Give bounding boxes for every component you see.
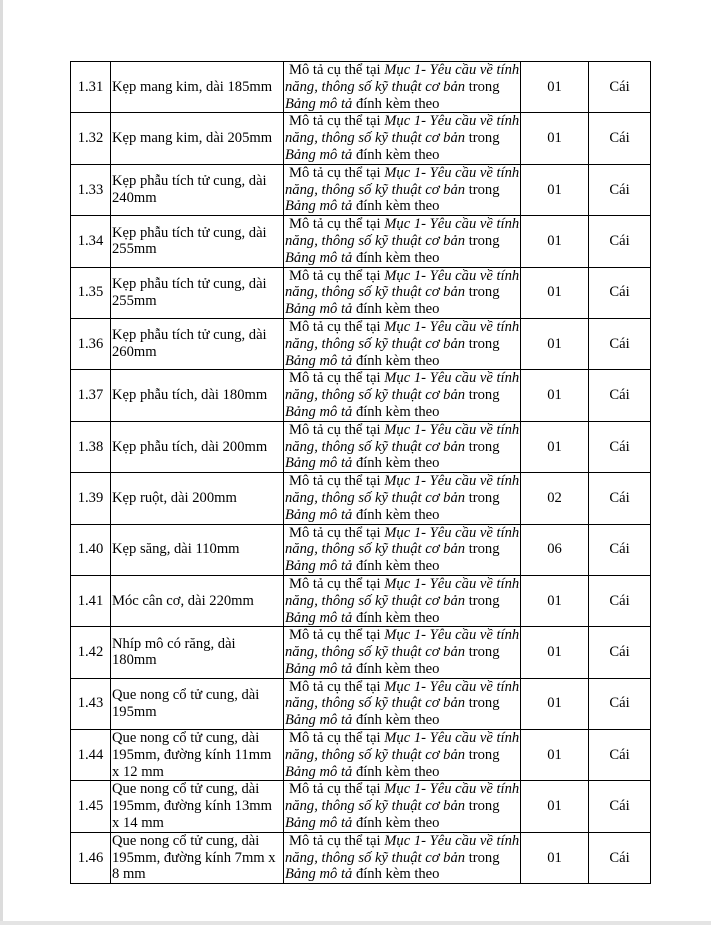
- description-spec-tail: trong: [465, 489, 500, 506]
- description-prefix: Mô tả cụ thể tại: [289, 575, 385, 592]
- item-name: Kẹp mang kim, dài 205mm: [111, 113, 284, 164]
- item-description: [284, 575, 521, 626]
- description-spec-tail: trong: [465, 746, 500, 763]
- item-unit: Cái: [589, 216, 651, 267]
- description-line-2: [285, 336, 520, 353]
- description-line-3: [285, 661, 520, 678]
- description-attached: đính kèm theo: [352, 815, 440, 832]
- description-spec: năng, thông số kỹ thuật cơ bản: [285, 849, 466, 866]
- item-number: 1.42: [71, 627, 111, 678]
- equipment-table-body: [71, 62, 651, 884]
- item-name: Kẹp phẫu tích, dài 180mm: [111, 370, 284, 421]
- description-prefix: Mô tả cụ thể tại: [289, 216, 385, 233]
- description-line-1: [285, 319, 520, 336]
- item-unit: Cái: [589, 781, 651, 832]
- description-table-ref: Bảng mô tả: [285, 506, 353, 523]
- description-line-2: [285, 644, 520, 661]
- item-unit: Cái: [589, 678, 651, 729]
- description-reference: Mục 1- Yêu cầu về tính: [384, 113, 520, 130]
- description-line-3: [285, 507, 520, 524]
- description-line-3: [285, 764, 520, 781]
- description-attached: đính kèm theo: [352, 660, 440, 677]
- description-line-1: [285, 576, 520, 593]
- equipment-table: [70, 61, 651, 884]
- description-line-2: [285, 593, 520, 610]
- description-line-2: [285, 439, 520, 456]
- description-reference: Mục 1- Yêu cầu về tính: [384, 164, 520, 181]
- item-unit: Cái: [589, 370, 651, 421]
- description-attached: đính kèm theo: [352, 403, 440, 420]
- description-prefix: Mô tả cụ thể tại: [289, 781, 385, 798]
- item-description: [284, 473, 521, 524]
- table-row: [71, 216, 651, 267]
- description-prefix: Mô tả cụ thể tại: [289, 113, 385, 130]
- item-unit: Cái: [589, 627, 651, 678]
- table-row: [71, 267, 651, 318]
- item-quantity: 01: [521, 575, 589, 626]
- description-prefix: Mô tả cụ thể tại: [289, 62, 385, 78]
- table-row: [71, 473, 651, 524]
- table-row: [71, 730, 651, 781]
- table-row: [71, 575, 651, 626]
- description-line-1: [285, 781, 520, 798]
- description-line-2: [285, 490, 520, 507]
- table-row: [71, 832, 651, 883]
- description-line-3: [285, 558, 520, 575]
- description-reference: Mục 1- Yêu cầu về tính: [384, 473, 520, 490]
- item-unit: Cái: [589, 164, 651, 215]
- item-description: [284, 216, 521, 267]
- description-prefix: Mô tả cụ thể tại: [289, 370, 385, 387]
- description-line-2: [285, 850, 520, 867]
- description-line-3: [285, 250, 520, 267]
- description-spec: năng, thông số kỹ thuật cơ bản: [285, 489, 466, 506]
- description-line-3: [285, 96, 520, 113]
- description-attached: đính kèm theo: [352, 95, 440, 112]
- item-number: 1.37: [71, 370, 111, 421]
- description-line-2: [285, 284, 520, 301]
- description-spec-tail: trong: [465, 387, 500, 404]
- description-reference: Mục 1- Yêu cầu về tính: [384, 730, 520, 747]
- description-spec: năng, thông số kỹ thuật cơ bản: [285, 695, 466, 712]
- item-unit: Cái: [589, 318, 651, 369]
- table-row: [71, 781, 651, 832]
- item-number: 1.40: [71, 524, 111, 575]
- description-line-1: [285, 370, 520, 387]
- description-line-2: [285, 233, 520, 250]
- description-line-3: [285, 455, 520, 472]
- item-description: [284, 627, 521, 678]
- description-line-1: [285, 422, 520, 439]
- item-quantity: 01: [521, 421, 589, 472]
- description-prefix: Mô tả cụ thể tại: [289, 524, 385, 541]
- item-quantity: 01: [521, 678, 589, 729]
- item-name: Kẹp mang kim, dài 185mm: [111, 62, 284, 113]
- item-description: [284, 267, 521, 318]
- description-reference: Mục 1- Yêu cầu về tính: [384, 524, 520, 541]
- description-line-1: [285, 525, 520, 542]
- description-line-3: [285, 353, 520, 370]
- description-table-ref: Bảng mô tả: [285, 712, 353, 729]
- description-line-3: [285, 712, 520, 729]
- table-row: [71, 370, 651, 421]
- description-prefix: Mô tả cụ thể tại: [289, 318, 385, 335]
- description-line-1: [285, 627, 520, 644]
- viewer-left-edge: [0, 0, 3, 925]
- description-attached: đính kèm theo: [352, 455, 440, 472]
- description-spec-tail: trong: [465, 181, 500, 198]
- description-reference: Mục 1- Yêu cầu về tính: [384, 781, 520, 798]
- description-line-2: [285, 387, 520, 404]
- description-spec-tail: trong: [465, 284, 500, 301]
- description-reference: Mục 1- Yêu cầu về tính: [384, 267, 520, 284]
- description-table-ref: Bảng mô tả: [285, 763, 353, 780]
- item-unit: Cái: [589, 730, 651, 781]
- description-spec: năng, thông số kỹ thuật cơ bản: [285, 181, 466, 198]
- description-line-1: [285, 679, 520, 696]
- item-number: 1.32: [71, 113, 111, 164]
- item-name: Móc cân cơ, dài 220mm: [111, 575, 284, 626]
- item-number: 1.44: [71, 730, 111, 781]
- description-line-2: [285, 541, 520, 558]
- item-name: Kẹp ruột, dài 200mm: [111, 473, 284, 524]
- description-spec-tail: trong: [465, 438, 500, 455]
- description-prefix: Mô tả cụ thể tại: [289, 730, 385, 747]
- table-row: [71, 421, 651, 472]
- description-table-ref: Bảng mô tả: [285, 146, 353, 163]
- table-row: [71, 627, 651, 678]
- item-unit: Cái: [589, 267, 651, 318]
- description-table-ref: Bảng mô tả: [285, 198, 353, 215]
- item-quantity: 02: [521, 473, 589, 524]
- description-line-3: [285, 147, 520, 164]
- item-number: 1.45: [71, 781, 111, 832]
- item-description: [284, 62, 521, 113]
- description-reference: Mục 1- Yêu cầu về tính: [384, 370, 520, 387]
- item-name: Que nong cổ tử cung, dài 195mm, đường kính 13mm x 14 mm: [111, 781, 284, 832]
- item-quantity: 01: [521, 267, 589, 318]
- item-unit: Cái: [589, 473, 651, 524]
- item-unit: Cái: [589, 62, 651, 113]
- description-line-2: [285, 695, 520, 712]
- description-line-2: [285, 798, 520, 815]
- item-name: Kẹp phẫu tích tử cung, dài 260mm: [111, 318, 284, 369]
- description-spec-tail: trong: [465, 232, 500, 249]
- item-quantity: 01: [521, 781, 589, 832]
- description-line-1: [285, 730, 520, 747]
- description-prefix: Mô tả cụ thể tại: [289, 473, 385, 490]
- description-spec: năng, thông số kỹ thuật cơ bản: [285, 592, 466, 609]
- viewer-bottom-edge: [0, 921, 711, 925]
- description-spec: năng, thông số kỹ thuật cơ bản: [285, 130, 466, 147]
- description-table-ref: Bảng mô tả: [285, 95, 353, 112]
- item-quantity: 01: [521, 216, 589, 267]
- description-reference: Mục 1- Yêu cầu về tính: [384, 318, 520, 335]
- description-spec: năng, thông số kỹ thuật cơ bản: [285, 438, 466, 455]
- item-description: [284, 730, 521, 781]
- description-reference: Mục 1- Yêu cầu về tính: [384, 216, 520, 233]
- item-description: [284, 421, 521, 472]
- description-attached: đính kèm theo: [352, 866, 440, 883]
- item-quantity: 01: [521, 370, 589, 421]
- description-spec-tail: trong: [465, 541, 500, 558]
- description-table-ref: Bảng mô tả: [285, 609, 353, 626]
- item-description: [284, 113, 521, 164]
- item-description: [284, 370, 521, 421]
- description-spec-tail: trong: [465, 592, 500, 609]
- description-line-3: [285, 815, 520, 832]
- description-reference: Mục 1- Yêu cầu về tính: [384, 62, 520, 78]
- item-number: 1.46: [71, 832, 111, 883]
- item-description: [284, 524, 521, 575]
- table-row: [71, 113, 651, 164]
- item-number: 1.33: [71, 164, 111, 215]
- description-line-1: [285, 268, 520, 285]
- item-description: [284, 164, 521, 215]
- item-unit: Cái: [589, 575, 651, 626]
- item-unit: Cái: [589, 832, 651, 883]
- description-reference: Mục 1- Yêu cầu về tính: [384, 575, 520, 592]
- description-line-2: [285, 182, 520, 199]
- item-description: [284, 832, 521, 883]
- item-number: 1.36: [71, 318, 111, 369]
- item-number: 1.43: [71, 678, 111, 729]
- item-number: 1.41: [71, 575, 111, 626]
- item-name: Kẹp phẫu tích tử cung, dài 240mm: [111, 164, 284, 215]
- description-line-1: [285, 216, 520, 233]
- description-table-ref: Bảng mô tả: [285, 455, 353, 472]
- item-name: Que nong cổ tử cung, dài 195mm, đường kính 7mm x 8 mm: [111, 832, 284, 883]
- description-spec: năng, thông số kỹ thuật cơ bản: [285, 746, 466, 763]
- description-line-3: [285, 301, 520, 318]
- description-line-2: [285, 79, 520, 96]
- description-spec: năng, thông số kỹ thuật cơ bản: [285, 541, 466, 558]
- description-attached: đính kèm theo: [352, 249, 440, 266]
- description-spec-tail: trong: [465, 130, 500, 147]
- item-quantity: 01: [521, 318, 589, 369]
- description-line-3: [285, 198, 520, 215]
- table-row: [71, 318, 651, 369]
- description-line-1: [285, 113, 520, 130]
- description-spec-tail: trong: [465, 644, 500, 661]
- description-prefix: Mô tả cụ thể tại: [289, 832, 385, 849]
- item-quantity: 06: [521, 524, 589, 575]
- item-quantity: 01: [521, 627, 589, 678]
- description-reference: Mục 1- Yêu cầu về tính: [384, 832, 520, 849]
- item-name: Kẹp săng, dài 110mm: [111, 524, 284, 575]
- table-row: [71, 164, 651, 215]
- description-spec-tail: trong: [465, 695, 500, 712]
- description-reference: Mục 1- Yêu cầu về tính: [384, 678, 520, 695]
- table-row: [71, 62, 651, 113]
- item-quantity: 01: [521, 113, 589, 164]
- description-prefix: Mô tả cụ thể tại: [289, 267, 385, 284]
- item-quantity: 01: [521, 164, 589, 215]
- table-row: [71, 524, 651, 575]
- description-spec: năng, thông số kỹ thuật cơ bản: [285, 387, 466, 404]
- description-attached: đính kèm theo: [352, 506, 440, 523]
- description-attached: đính kèm theo: [352, 558, 440, 575]
- description-line-1: [285, 473, 520, 490]
- description-table-ref: Bảng mô tả: [285, 558, 353, 575]
- description-spec: năng, thông số kỹ thuật cơ bản: [285, 335, 466, 352]
- table-row: [71, 678, 651, 729]
- item-number: 1.35: [71, 267, 111, 318]
- description-reference: Mục 1- Yêu cầu về tính: [384, 421, 520, 438]
- description-spec-tail: trong: [465, 849, 500, 866]
- item-name: Nhíp mô có răng, dài 180mm: [111, 627, 284, 678]
- item-number: 1.39: [71, 473, 111, 524]
- item-name: Que nong cổ tử cung, dài 195mm, đường kính 11mm x 12 mm: [111, 730, 284, 781]
- description-attached: đính kèm theo: [352, 146, 440, 163]
- description-line-3: [285, 866, 520, 883]
- description-spec: năng, thông số kỹ thuật cơ bản: [285, 284, 466, 301]
- item-unit: Cái: [589, 113, 651, 164]
- item-number: 1.34: [71, 216, 111, 267]
- description-attached: đính kèm theo: [352, 198, 440, 215]
- description-attached: đính kèm theo: [352, 763, 440, 780]
- description-table-ref: Bảng mô tả: [285, 403, 353, 420]
- description-attached: đính kèm theo: [352, 301, 440, 318]
- description-spec-tail: trong: [465, 798, 500, 815]
- description-line-2: [285, 130, 520, 147]
- item-name: Kẹp phẫu tích tử cung, dài 255mm: [111, 216, 284, 267]
- item-name: Que nong cổ tử cung, dài 195mm: [111, 678, 284, 729]
- item-quantity: 01: [521, 832, 589, 883]
- description-prefix: Mô tả cụ thể tại: [289, 627, 385, 644]
- description-spec: năng, thông số kỹ thuật cơ bản: [285, 78, 466, 95]
- item-quantity: 01: [521, 730, 589, 781]
- item-description: [284, 678, 521, 729]
- description-table-ref: Bảng mô tả: [285, 866, 353, 883]
- description-reference: Mục 1- Yêu cầu về tính: [384, 627, 520, 644]
- description-line-3: [285, 610, 520, 627]
- item-name: Kẹp phẫu tích tử cung, dài 255mm: [111, 267, 284, 318]
- description-spec: năng, thông số kỹ thuật cơ bản: [285, 232, 466, 249]
- item-number: 1.31: [71, 62, 111, 113]
- item-description: [284, 781, 521, 832]
- item-quantity: 01: [521, 62, 589, 113]
- description-table-ref: Bảng mô tả: [285, 249, 353, 266]
- description-line-1: [285, 833, 520, 850]
- item-unit: Cái: [589, 524, 651, 575]
- description-line-1: [285, 62, 520, 79]
- item-number: 1.38: [71, 421, 111, 472]
- item-unit: Cái: [589, 421, 651, 472]
- description-line-2: [285, 747, 520, 764]
- description-attached: đính kèm theo: [352, 712, 440, 729]
- description-spec: năng, thông số kỹ thuật cơ bản: [285, 798, 466, 815]
- description-table-ref: Bảng mô tả: [285, 301, 353, 318]
- description-spec-tail: trong: [465, 78, 500, 95]
- item-description: [284, 318, 521, 369]
- item-name: Kẹp phẫu tích, dài 200mm: [111, 421, 284, 472]
- description-prefix: Mô tả cụ thể tại: [289, 164, 385, 181]
- description-spec-tail: trong: [465, 335, 500, 352]
- description-attached: đính kèm theo: [352, 352, 440, 369]
- description-table-ref: Bảng mô tả: [285, 352, 353, 369]
- description-line-3: [285, 404, 520, 421]
- description-prefix: Mô tả cụ thể tại: [289, 421, 385, 438]
- description-line-1: [285, 165, 520, 182]
- description-attached: đính kèm theo: [352, 609, 440, 626]
- description-table-ref: Bảng mô tả: [285, 660, 353, 677]
- description-spec: năng, thông số kỹ thuật cơ bản: [285, 644, 466, 661]
- description-prefix: Mô tả cụ thể tại: [289, 678, 385, 695]
- description-table-ref: Bảng mô tả: [285, 815, 353, 832]
